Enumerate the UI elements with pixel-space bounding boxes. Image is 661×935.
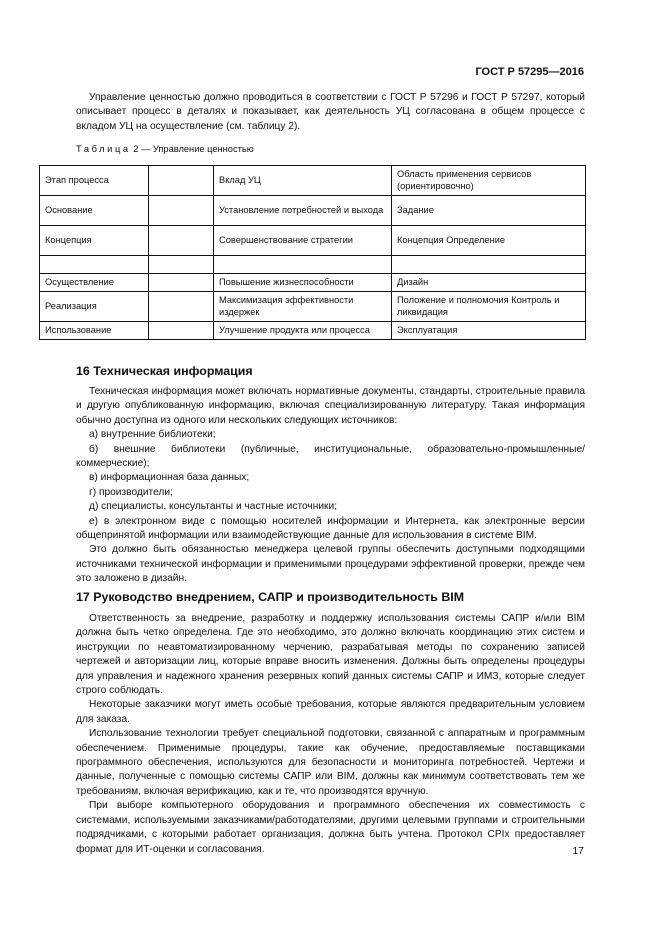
table-caption-word: Таблица <box>76 144 131 154</box>
table-row <box>40 226 586 256</box>
table-cell: Основание <box>40 196 149 226</box>
table-cell <box>149 274 214 292</box>
table-cell: Осуществление <box>40 274 149 292</box>
section-17-heading: 17 Руководство внедрением, САПР и производительность BIM <box>76 590 465 604</box>
table-cell: Установление потребностей и выхода <box>214 196 392 226</box>
list-item: а) внутренние библиотеки; <box>89 429 216 441</box>
table-cell <box>149 322 214 340</box>
table-cell <box>149 196 214 226</box>
table-cell: Максимизация эффективности издержек <box>214 292 392 322</box>
table-row <box>40 274 586 292</box>
standard-header: ГОСТ Р 57295—2016 <box>475 66 584 78</box>
paragraph: Использование технологии требует специальной подготовки, связанной с аппаратным и программным обеспечением. Применимые процедуры, такие как обучение, предоставляемые поставщиками программного обеспечения, используются для безопасности и мониторинга потребностей. Чертежи и данные, полученные с помощью системы САПР или BIM, должны как минимум соответствовать тем же требованиям, включая верификацию, как и те, что производятся вручную. <box>76 728 585 797</box>
table-cell: Концепция <box>40 226 149 256</box>
table-cell: Этап процесса <box>40 166 149 196</box>
table-cell <box>149 226 214 256</box>
table-cell: Использование <box>40 322 149 340</box>
table-cell: Вклад УЦ <box>214 166 392 196</box>
table-row <box>40 322 586 340</box>
table-cell: Дизайн <box>392 274 586 292</box>
table-cell: Эксплуатация <box>392 322 586 340</box>
table-row <box>40 256 586 274</box>
list-item: в) информационная база данных; <box>89 472 250 484</box>
table-cell: Повышение жизнеспособности <box>214 274 392 292</box>
table-cell: Концепция Определение <box>392 226 586 256</box>
table-cell: Совершенствование стратегии <box>214 226 392 256</box>
table-cell <box>149 256 214 274</box>
paragraph: Некоторые заказчики могут иметь особые требования, которые являются предварительным условием для заказа. <box>76 699 585 725</box>
table-cell <box>214 256 392 274</box>
list-item: д) специалисты, консультанты и частные источники; <box>89 501 338 513</box>
section-16-intro: Техническая информация может включать нормативные документы, стандарты, строительные правила и другую опубликованную информацию, включая специализированную литературу. Такая информация обычно доступна из одного или нескольких следующих источников: <box>76 386 585 426</box>
section-16-heading: 16 Техническая информация <box>76 364 253 378</box>
intro-paragraph: Управление ценностью должно проводиться в соответствии с ГОСТ Р 57296 и ГОСТ Р 57297, который описывает процесс в деталях и показывает, как деятельность УЦ согласована в общем процессе с вкладом УЦ на осуществление (см. таблицу 2). <box>76 92 585 132</box>
table-cell <box>392 256 586 274</box>
paragraph: При выборе компьютерного оборудования и программного обеспечения их совместимость с системами, используемыми заказчиками/работодателями, другими целевыми группами и строительными подрядчиками, с которыми работает организация, должна быть учтена. Протокол CPIx предоставляет формат для ИТ-оценки и согласования. <box>76 800 585 855</box>
table-row <box>40 292 586 322</box>
section-16-outro: Это должно быть обязанностью менеджера целевой группы обеспечить доступными подходящими источниками технической информации и применимыми процедурами эффективной проверки, прежде чем это заложено в дизайн. <box>76 544 585 585</box>
table-caption-rest: 2 — Управление ценностью <box>130 144 254 154</box>
list-item: б) внешние библиотеки (публичные, институциональные, образовательно-промышленные/коммерческие); <box>76 443 585 470</box>
table-row <box>40 196 586 226</box>
table-cell: Улучшение продукта или процесса <box>214 322 392 340</box>
table-cell: Задание <box>392 196 586 226</box>
value-management-table <box>39 165 586 340</box>
table-row <box>40 166 586 196</box>
list-item: е) в электронном виде с помощью носителей информации и Интернета, как электронные версии общепринятой информации или взаимодействующие данные для использования в системе BIM. <box>76 515 585 542</box>
section-16-body <box>76 385 585 587</box>
paragraph: Ответственность за внедрение, разработку и поддержку использования системы САПР и/или BIM должна быть четко определена. Где это необходимо, это должно включать координацию этих систем и инструкции по неавтоматизированному черчению, разрабатывая методы по сохранению записей чертежей и авторизации лиц, которые вправе вносить изменения. Должны быть определены процедуры для управления и надежного хранения резервных копий данных системы САПР и ИМЗ, которые следует строго соблюдать. <box>76 613 585 697</box>
table-cell <box>149 292 214 322</box>
table-cell <box>40 256 149 274</box>
table-cell <box>149 166 214 196</box>
intro-block <box>76 91 585 134</box>
table-cell: Реализация <box>40 292 149 322</box>
list-item: г) производители; <box>89 486 173 498</box>
page-number: 17 <box>572 845 584 857</box>
table-cell: Положение и полномочия Контроль и ликвидация <box>392 292 586 322</box>
section-17-body <box>76 612 585 857</box>
table-cell: Область применения сервисов (ориентировочно) <box>392 166 586 196</box>
table-caption <box>76 144 254 154</box>
